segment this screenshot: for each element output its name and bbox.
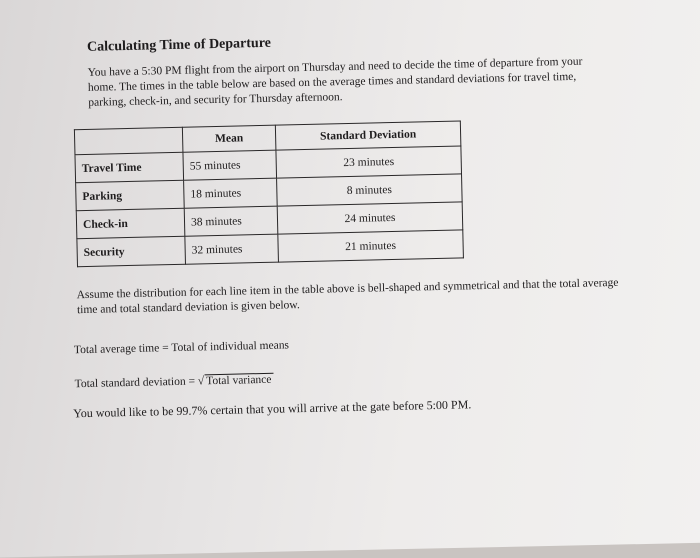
final-statement: You would like to be 99.7% certain that you will arrive at the gate before 5:00 PM. (73, 397, 472, 421)
row-label: Parking (76, 180, 185, 210)
header-empty (74, 127, 183, 154)
data-table (74, 120, 464, 267)
page-title: Calculating Time of Departure (86, 35, 272, 55)
formula-sd-label: Total standard deviation = (74, 375, 196, 391)
sd-cell: 8 minutes (277, 174, 463, 206)
formula-sd-value: Total variance (204, 373, 274, 388)
intro-paragraph: You have a 5:30 PM flight from the airport on Thursday and need to decide the time of departure from your home. The times in the table below are based on the average times and standard deviations for travel time, parking, check-in, and security for Thursday afternoon. (87, 55, 583, 109)
header-mean: Mean (182, 125, 276, 152)
sd-cell: 24 minutes (277, 202, 463, 234)
assumption-paragraph: Assume the distribution for each line item in the table above is bell-shaped and symmetrical and that the total average time and total standard deviation is given below. (76, 276, 619, 317)
sqrt-symbol: √ (197, 375, 205, 388)
sd-cell: 23 minutes (276, 146, 462, 178)
mean-cell: 55 minutes (183, 150, 277, 180)
header-sd: Standard Deviation (275, 121, 461, 150)
sd-cell: 21 minutes (278, 230, 464, 262)
row-label: Check-in (76, 208, 185, 238)
row-label: Travel Time (75, 152, 184, 182)
mean-cell: 32 minutes (185, 234, 279, 264)
mean-cell: 38 minutes (184, 206, 278, 236)
row-label: Security (77, 236, 186, 266)
formula-average: Total average time = Total of individual means (73, 339, 290, 357)
mean-cell: 18 minutes (184, 178, 278, 208)
formula-sd (75, 374, 274, 391)
